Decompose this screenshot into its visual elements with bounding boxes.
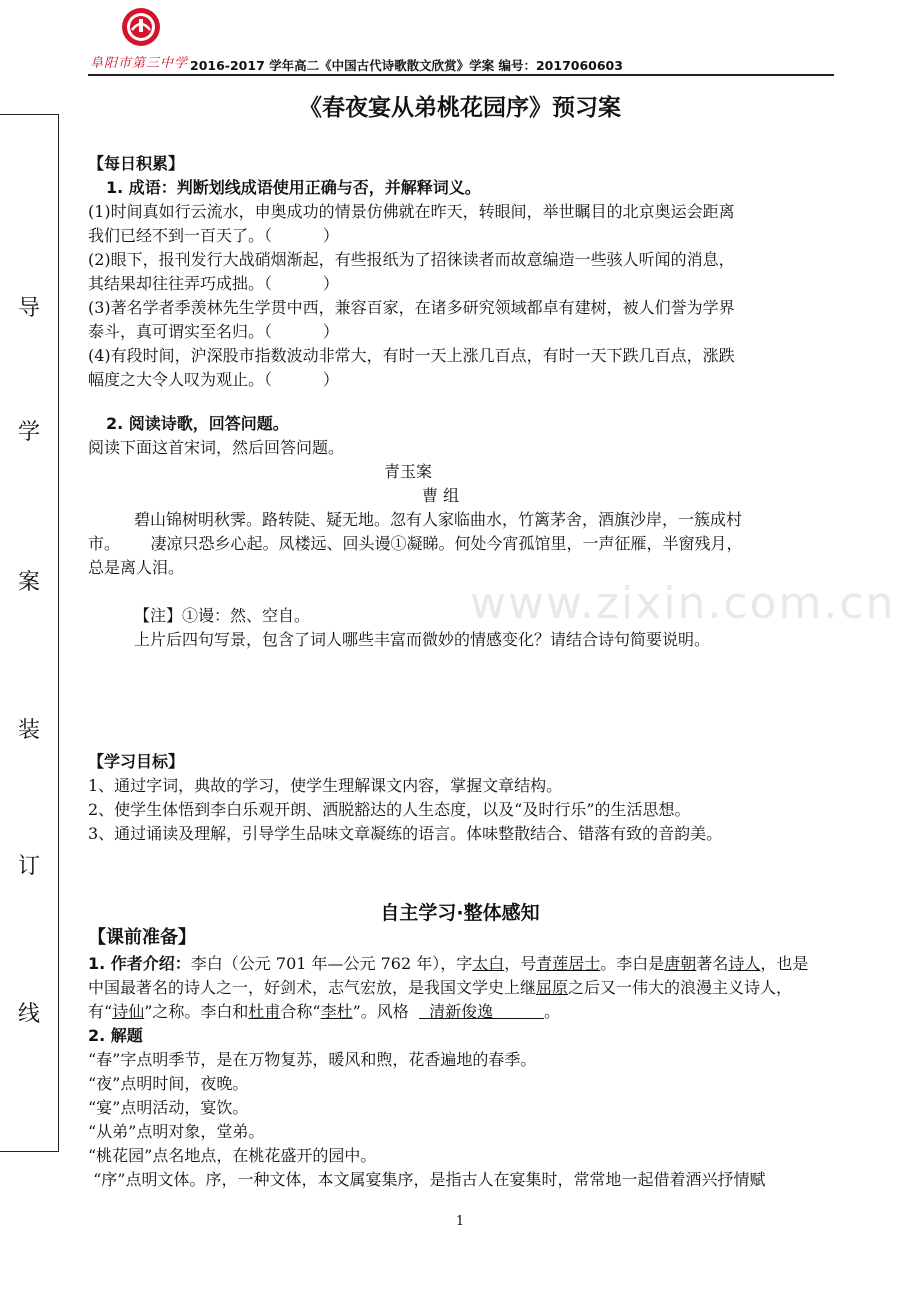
author-line-3 [88,1000,908,1024]
q1-line: (1)时间真如行云流水，申奥成功的情景仿佛就在昨天，转眼间，举世瞩目的北京奥运会距离 [88,202,735,221]
author-text: ，也是 [760,954,809,973]
author-line-2 [88,976,908,1000]
art-name: 青莲居士 [536,954,601,973]
q1-line: 我们已经不到一百天了。（ ） [88,226,339,245]
author-text: 有“ [88,1002,113,1021]
dynasty: 唐朝 [664,954,697,973]
author-text: 。李白是 [600,954,665,973]
goals-heading: 【学习目标】 [88,752,185,771]
binding-sidebar [0,114,59,1152]
jieti-item: “春”字点明季节，是在万物复苏，暖风和煦，花香遍地的春季。 [88,1050,537,1069]
q1-line: (3)著名学者季羡林先生学贯中西，兼容百家，在诸多研究领域都卓有建树，被人们誉为学界 [88,298,735,317]
author-text: ”之称。李白和 [144,1002,249,1021]
goals-section [88,750,830,846]
shixian: 诗仙 [112,1002,145,1021]
q1-line: 幅度之大令人叹为观止。（ ） [88,370,339,389]
author-text: 合称“ [280,1002,321,1021]
author-text: 之后又一伟大的浪漫主义诗人， [568,978,793,997]
school-signature: 阜阳市第三中学 [90,56,189,71]
du-fu: 杜甫 [248,1002,281,1021]
spacer [88,580,830,604]
poem-line: 碧山锦树明秋霁。路转陡、疑无地。忽有人家临曲水，竹篱茅舍，酒旗沙岸，一簇成村 [134,510,743,529]
daily-section [88,152,830,392]
poem-line: 总是离人泪。 [88,558,185,577]
q1-line: 泰斗，真可谓实至名归。（ ） [88,322,339,341]
poem-note: 【注】①谩：然、空自。 [134,606,311,625]
li-du: 李杜 [320,1002,353,1021]
course-header: 2016-2017 学年高二《中国古代诗歌散文欣赏》学案 编号：2017060603 [190,58,623,73]
author-text: 中国最著名的诗人之一，好剑术，志气宏放，是我国文学史上继 [88,978,537,997]
jieti-item: “宴”点明活动，宴饮。 [88,1098,249,1117]
qu-yuan: 屈原 [536,978,569,997]
page-number: 1 [455,1214,465,1229]
poet-term: 诗人 [728,954,761,973]
section-title: 自主学习·整体感知 [380,902,540,924]
author-line-1 [88,952,908,976]
author-text: 著名 [696,954,729,973]
goal-item: 1、通过字词，典故的学习，使学生理解课文内容，掌握文章结构。 [88,776,563,795]
author-text: ”。风格 [352,1002,419,1021]
page-title: 《春夜宴从弟桃花园序》预习案 [299,95,621,121]
goal-item: 2、使学生体悟到李白乐观开朗、洒脱豁达的人生态度，以及“及时行乐”的生活思想。 [88,800,691,819]
sidebar-char: 案 [18,570,41,595]
q1-line: (4)有段时间，沪深股市指数波动非常大，有时一天上涨几百点，有时一天下跌几百点，涨跌 [88,346,735,365]
author-text: 。 [544,1002,561,1021]
sidebar-char: 导 [18,296,41,321]
daily-heading: 【每日积累】 [88,154,185,173]
jieti-item: “从弟”点明对象，堂弟。 [88,1122,265,1141]
prep-heading: 【课前准备】 [88,927,196,948]
sidebar-char: 装 [18,718,41,743]
jieti-item: “序”点明文体。序，一种文体，本文属宴集序，是指古人在宴集时，常常地一起借着酒兴抒情赋 [88,1170,766,1189]
poem-author: 曹 组 [422,486,460,505]
sidebar-char: 学 [18,420,41,445]
author-label: 1. 作者介绍： [88,954,191,973]
q2-intro: 阅读下面这首宋词，然后回答问题。 [88,438,345,457]
jieti-item: “桃花园”点名地点，在桃花盛开的园中。 [88,1146,377,1165]
q1-line: 其结果却往往弄巧成拙。（ ） [88,274,339,293]
author-text: 李白（公元 701 年—公元 762 年），字 [190,954,473,973]
poem-section [88,412,830,652]
goal-item: 3、通过诵读及理解，引导学生品味文章凝练的语言。体味整散结合、错落有致的音韵美。 [88,824,723,843]
courtesy-name: 太白 [472,954,505,973]
sidebar-char: 线 [18,1002,41,1027]
jieti-label: 2. 解题 [88,1026,143,1045]
watermark: www.zixin.com.cn [470,578,896,629]
author-text: ，号 [504,954,537,973]
q1-line: (2)眼下，报刊发行大战硝烟渐起，有些报纸为了招徕读者而故意编造一些骇人听闻的消息， [88,250,735,269]
style-answer: 清新俊逸 [418,1002,545,1021]
sidebar-char: 订 [18,854,41,879]
prep-section [88,926,908,1192]
poem-title: 青玉案 [384,462,433,481]
q1-title: 1. 成语：判断划线成语使用正确与否，并解释词义。 [106,178,481,197]
header-divider [88,74,834,76]
q2-title: 2. 阅读诗歌，回答问题。 [106,414,289,433]
poem-question: 上片后四句写景，包含了词人哪些丰富而微妙的情感变化？请结合诗句简要说明。 [134,630,711,649]
poem-line: 市。 凄凉只恐乡心起。凤楼远、回头谩①凝睇。何处今宵孤馆里，一声征雁，半窗残月， [88,534,743,553]
jieti-item: “夜”点明时间，夜晚。 [88,1074,249,1093]
school-logo-icon [112,6,170,48]
